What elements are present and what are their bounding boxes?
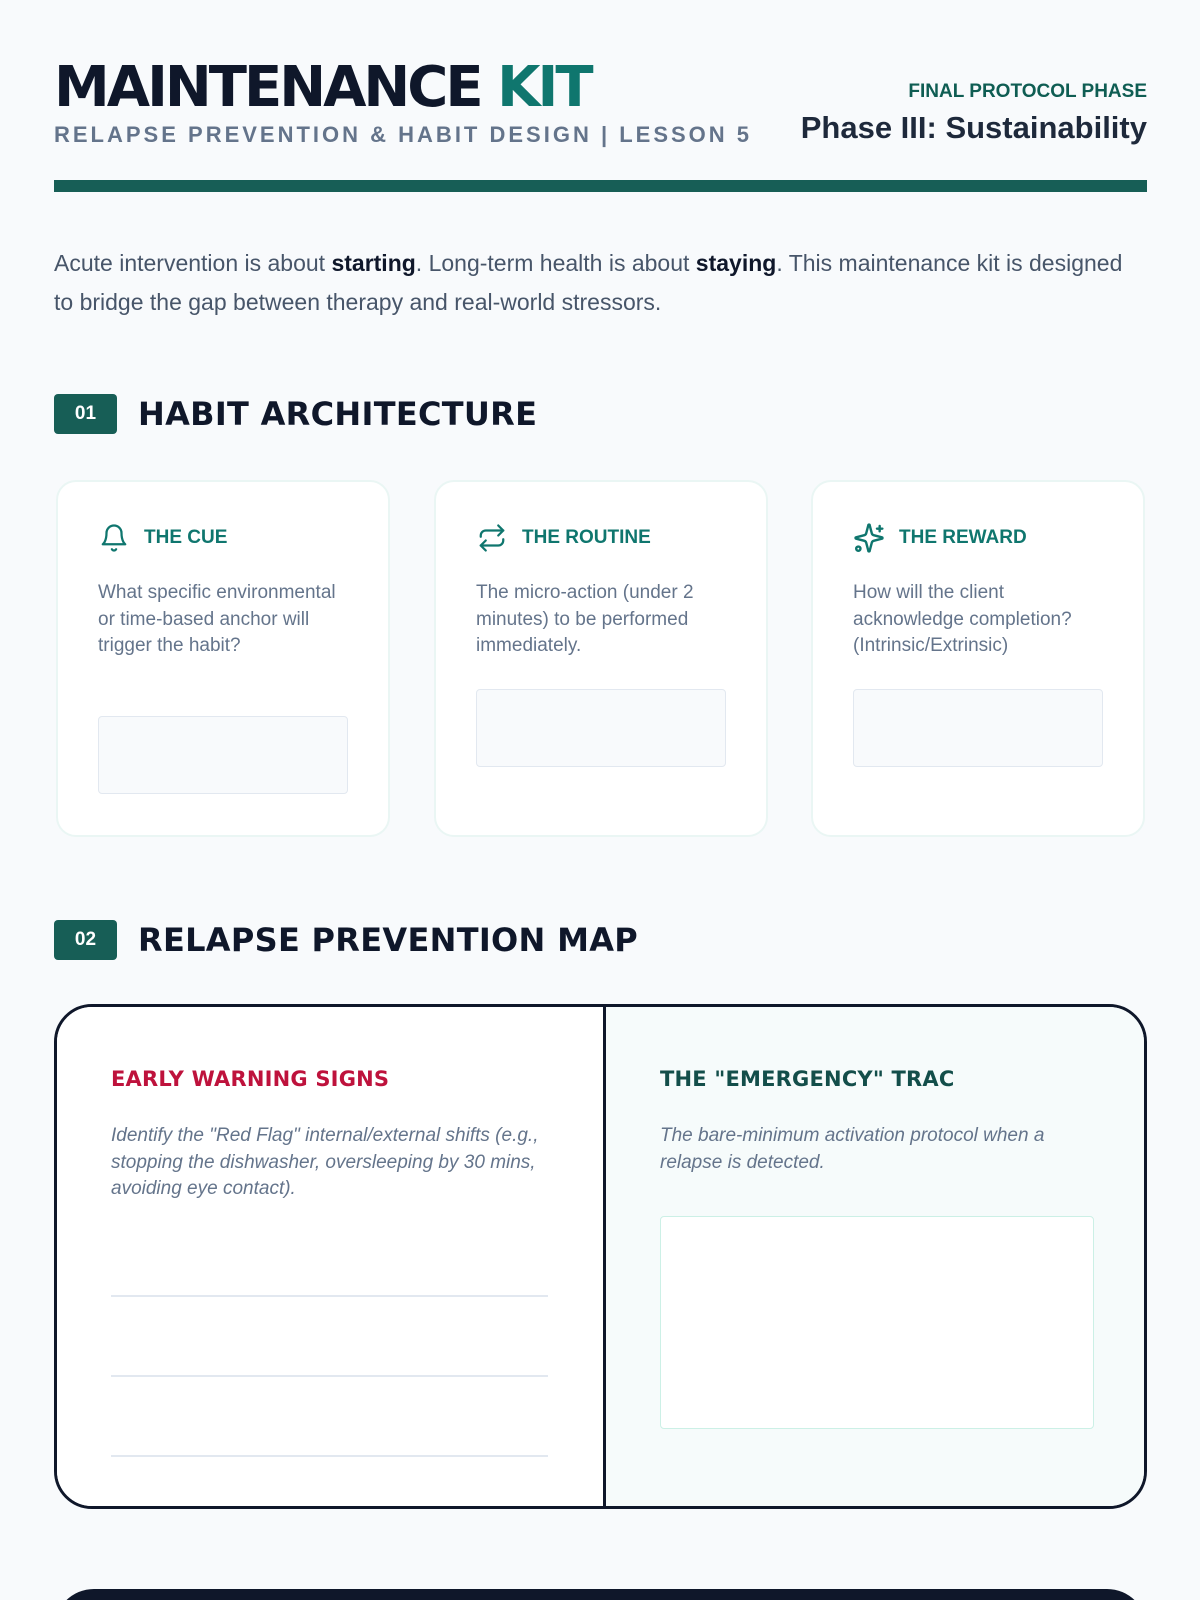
section-title: RELAPSE PREVENTION MAP [138,921,639,959]
section-number-badge: 02 [54,920,117,960]
card-header [476,522,651,554]
intro-paragraph [54,244,1147,322]
header-divider [54,180,1147,192]
intro-text: . This maintenance kit is designed to bridge the gap between therapy and real-world stressors. [54,250,1123,315]
card-title: THE CUE [144,527,228,548]
title-accent: KIT [497,55,591,120]
intro-text: Acute intervention is about [54,250,332,276]
early-warning-title: EARLY WARNING SIGNS [111,1067,390,1091]
cue-input-box[interactable] [98,716,348,794]
habit-card-cue [56,480,390,837]
writing-line[interactable] [111,1295,548,1297]
writing-line[interactable] [111,1375,548,1377]
phase-title: Phase III: Sustainability [800,110,1147,145]
section-title: HABIT ARCHITECTURE [138,395,538,433]
intro-bold-starting: starting [331,250,416,276]
habit-card-reward [811,480,1145,837]
emergency-track-title: THE "EMERGENCY" TRAC [660,1067,955,1091]
writing-line[interactable] [111,1455,548,1457]
page-subtitle: RELAPSE PREVENTION & HABIT DESIGN | LESSON 5 [54,122,753,147]
emergency-track-panel [606,1007,1144,1506]
next-section-block [54,1589,1147,1600]
routine-input-box[interactable] [476,689,726,767]
phase-eyebrow: FINAL PROTOCOL PHASE [908,81,1147,102]
card-header [853,522,1027,554]
card-description: How will the client acknowledge completion? (Intrinsic/Extrinsic) [853,582,1072,656]
section-header-habit-architecture [54,394,537,434]
reward-input-box[interactable] [853,689,1103,767]
title-main: MAINTENANCE [54,55,481,120]
emergency-track-description: The bare-minimum activation protocol when a relapse is detected. [660,1125,1045,1173]
card-description: What specific environmental or time-based anchor will trigger the habit? [98,582,336,656]
section-header-relapse-prevention-map [54,920,638,960]
card-title: THE REWARD [899,527,1027,548]
card-description: The micro-action (under 2 minutes) to be performed immediately. [476,582,694,656]
card-title: THE ROUTINE [522,527,651,548]
intro-bold-staying: staying [695,250,777,276]
habit-card-routine [434,480,768,837]
repeat-icon [476,522,508,554]
emergency-input-box[interactable] [660,1216,1094,1429]
early-warning-panel [57,1007,603,1506]
section-number-badge: 01 [54,394,117,434]
relapse-prevention-map [54,1004,1147,1509]
page-title [54,56,591,120]
sparkles-icon [853,522,885,554]
page-header [54,0,1147,196]
bell-icon [98,522,130,554]
intro-text: . Long-term health is about [415,250,696,276]
early-warning-description: Identify the "Red Flag" internal/external shifts (e.g., stopping the dishwasher, oversleeping by 30 mins, avoiding eye contact). [111,1125,539,1199]
card-header [98,522,227,554]
